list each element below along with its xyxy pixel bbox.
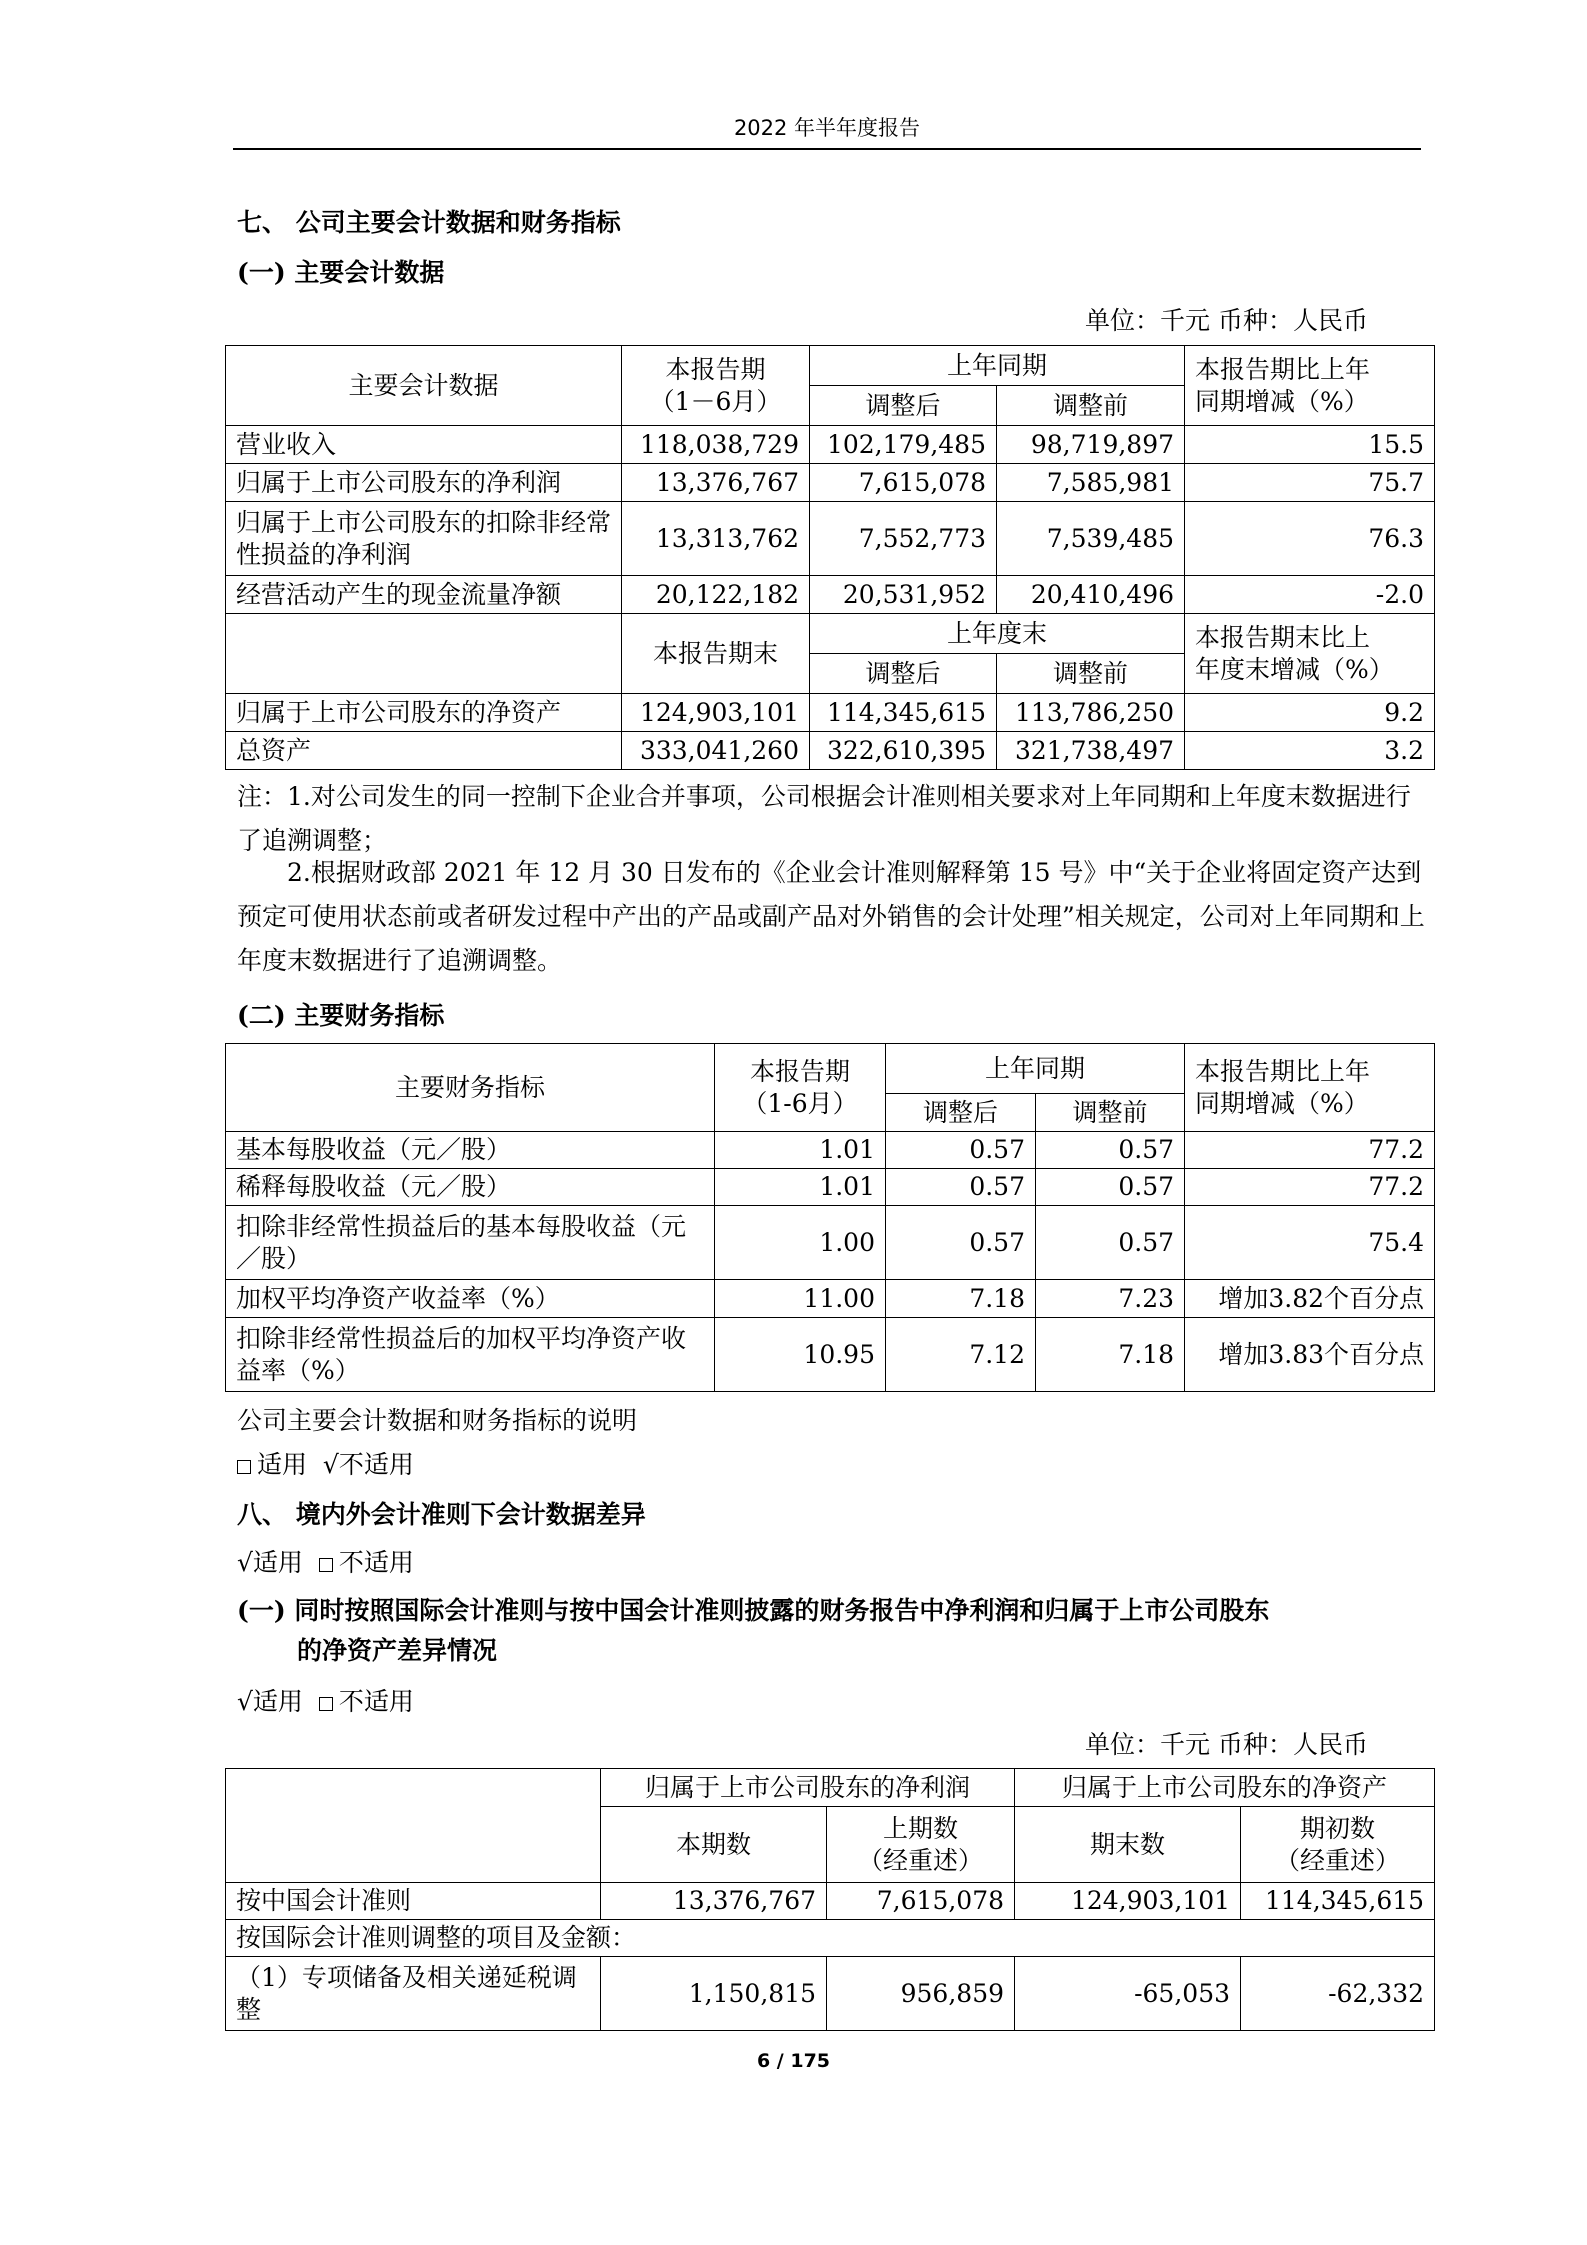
cell-current: 1.01 [715, 1169, 886, 1206]
row-label: 稀释每股收益（元／股） [226, 1169, 715, 1206]
note-2: 2.根据财政部 2021 年 12 月 30 日发布的《企业会计准则解释第 15 号》中“关于企业将固定资产达到预定可使用状态前或者研发过程中产出的产品或副产品对外销售的会计处理”相关规定，公司对上年同期和上年度末数据进行了追溯调整。 [237, 858, 1425, 975]
cell-current: 11.00 [715, 1280, 886, 1318]
cell-change: -2.0 [1185, 576, 1435, 614]
t3-h-blank [226, 1769, 601, 1883]
cell-adj-before: 7.23 [1036, 1280, 1185, 1318]
row-label: 扣除非经常性损益后的加权平均净资产收益率（%） [226, 1318, 715, 1392]
t3-h-end: 期末数 [1015, 1807, 1241, 1883]
row-label: 营业收入 [226, 426, 622, 464]
t1-h-adj-after: 调整后 [810, 386, 997, 426]
t1-h2-cur: 本报告期末 [622, 614, 810, 694]
t3-h-prev: 上期数 （经重述） [827, 1807, 1015, 1883]
unit-label-1: 单位：千元 币种：人民币 [1085, 306, 1368, 335]
row-label: 加权平均净资产收益率（%） [226, 1280, 715, 1318]
cell-current: 13,313,762 [622, 502, 810, 576]
unit-label-2: 单位：千元 币种：人民币 [1085, 1730, 1368, 1759]
cell-adj-after: 0.57 [886, 1206, 1036, 1280]
section-7-sub1: (一) 主要会计数据 [237, 258, 445, 287]
table-row [226, 1132, 1435, 1169]
t1-h-period: 本报告期 （1－6月） [622, 346, 810, 426]
row-label: 基本每股收益（元／股） [226, 1132, 715, 1169]
t2-h-item: 主要财务指标 [226, 1044, 715, 1132]
cell-adj-before: 0.57 [1036, 1132, 1185, 1169]
cell-adj-after: 322,610,395 [810, 732, 997, 770]
cell-current: 20,122,182 [622, 576, 810, 614]
table-row [226, 1883, 1435, 1920]
t1-h2-adj-after: 调整后 [810, 654, 997, 694]
cell-change: 增加3.82个百分点 [1185, 1280, 1435, 1318]
section-8-title: 八、 境内外会计准则下会计数据差异 [237, 1500, 646, 1529]
cell-current: 13,376,767 [601, 1883, 827, 1920]
checkbox-icon [237, 1460, 251, 1474]
cell-current: 13,376,767 [622, 464, 810, 502]
cell-change: 77.2 [1185, 1132, 1435, 1169]
t2-h-adj-before: 调整前 [1036, 1094, 1185, 1132]
cell-prev: 7,615,078 [827, 1883, 1015, 1920]
cell-change: 9.2 [1185, 694, 1435, 732]
t3-h-netassets: 归属于上市公司股东的净资产 [1015, 1769, 1435, 1807]
explain-options: 适用 √不适用 [237, 1449, 414, 1481]
t2-h-lastyear: 上年同期 [886, 1044, 1185, 1094]
cell-current: 1,150,815 [601, 1957, 827, 2031]
t1-h2-blank [226, 614, 622, 694]
cell-end: -65,053 [1015, 1957, 1241, 2031]
t2-h-change: 本报告期比上年 同期增减（%） [1185, 1044, 1435, 1132]
table-row [226, 464, 1435, 502]
section-7-sub2: (二) 主要财务指标 [237, 1001, 445, 1030]
cell-adj-before: 20,410,496 [997, 576, 1185, 614]
cell-adj-after: 114,345,615 [810, 694, 997, 732]
cell-current: 1.01 [715, 1132, 886, 1169]
cell-adj-after: 0.57 [886, 1169, 1036, 1206]
t1-h2-lastyearend: 上年度末 [810, 614, 1185, 654]
main-accounting-data-table [225, 345, 1435, 770]
row-label: 扣除非经常性损益后的基本每股收益（元／股） [226, 1206, 715, 1280]
cell-adj-before: 7.18 [1036, 1318, 1185, 1392]
cell-adj-after: 0.57 [886, 1132, 1036, 1169]
cell-change: 75.4 [1185, 1206, 1435, 1280]
section-8-sub1-line1: (一) 同时按照国际会计准则与按中国会计准则披露的财务报告中净利润和归属于上市公司股东 [237, 1596, 1270, 1625]
cell-adj-after: 7,552,773 [810, 502, 997, 576]
header-title: 2022 年半年度报告 [733, 116, 921, 140]
cell-adj-after: 7.18 [886, 1280, 1036, 1318]
table-row [226, 1920, 1435, 1957]
cell-adj-after: 20,531,952 [810, 576, 997, 614]
cell-adj-before: 7,585,981 [997, 464, 1185, 502]
table-row [226, 732, 1435, 770]
table-row [226, 1169, 1435, 1206]
cell-end: 124,903,101 [1015, 1883, 1241, 1920]
cell-begin: 114,345,615 [1241, 1883, 1435, 1920]
table-row [226, 502, 1435, 576]
cell-change: 15.5 [1185, 426, 1435, 464]
t3-h-cur: 本期数 [601, 1807, 827, 1883]
section-8-options-2: √适用 不适用 [237, 1687, 414, 1716]
cell-change: 77.2 [1185, 1169, 1435, 1206]
row-label: 按中国会计准则 [226, 1883, 601, 1920]
main-financial-indicators-table [225, 1043, 1435, 1392]
t1-h-adj-before: 调整前 [997, 386, 1185, 426]
cell-change: 75.7 [1185, 464, 1435, 502]
row-label: 归属于上市公司股东的净资产 [226, 694, 622, 732]
t2-h-period: 本报告期 （1-6月） [715, 1044, 886, 1132]
page-header [233, 110, 1421, 150]
t1-h2-adj-before: 调整前 [997, 654, 1185, 694]
t1-h2-change: 本报告期末比上 年度末增减（%） [1185, 614, 1435, 694]
t3-h-netprofit: 归属于上市公司股东的净利润 [601, 1769, 1015, 1807]
cell-current: 118,038,729 [622, 426, 810, 464]
table-row [226, 1957, 1435, 2031]
cell-adj-before: 0.57 [1036, 1169, 1185, 1206]
explain-title: 公司主要会计数据和财务指标的说明 [237, 1406, 638, 1435]
section-8-sub1-line2: 的净资产差异情况 [297, 1636, 498, 1665]
cell-prev: 956,859 [827, 1957, 1015, 2031]
row-label: 归属于上市公司股东的扣除非经常性损益的净利润 [226, 502, 622, 576]
row-label: 按国际会计准则调整的项目及金额： [226, 1920, 1435, 1957]
cell-adj-after: 102,179,485 [810, 426, 997, 464]
table-row [226, 694, 1435, 732]
table-row [226, 1280, 1435, 1318]
cell-begin: -62,332 [1241, 1957, 1435, 2031]
table-row [226, 1318, 1435, 1392]
cell-adj-after: 7.12 [886, 1318, 1036, 1392]
t1-h-lastyear: 上年同期 [810, 346, 1185, 386]
t1-h-change: 本报告期比上年 同期增减（%） [1185, 346, 1435, 426]
row-label: 归属于上市公司股东的净利润 [226, 464, 622, 502]
cell-adj-before: 321,738,497 [997, 732, 1185, 770]
cell-change: 76.3 [1185, 502, 1435, 576]
cell-adj-after: 7,615,078 [810, 464, 997, 502]
checkbox-icon [319, 1697, 333, 1711]
cell-current: 333,041,260 [622, 732, 810, 770]
cell-change: 增加3.83个百分点 [1185, 1318, 1435, 1392]
t3-h-begin: 期初数 （经重述） [1241, 1807, 1435, 1883]
cell-change: 3.2 [1185, 732, 1435, 770]
row-label: 总资产 [226, 732, 622, 770]
cell-adj-before: 113,786,250 [997, 694, 1185, 732]
cell-current: 10.95 [715, 1318, 886, 1392]
table-row [226, 576, 1435, 614]
section-8-options: √适用 不适用 [237, 1548, 414, 1577]
checkbox-icon [319, 1558, 333, 1572]
t2-h-adj-after: 调整后 [886, 1094, 1036, 1132]
row-label: （1）专项储备及相关递延税调整 [226, 1957, 601, 2031]
cell-current: 1.00 [715, 1206, 886, 1280]
cell-adj-before: 0.57 [1036, 1206, 1185, 1280]
table-row [226, 1206, 1435, 1280]
cell-adj-before: 98,719,897 [997, 426, 1185, 464]
table-row [226, 426, 1435, 464]
cell-current: 124,903,101 [622, 694, 810, 732]
cell-adj-before: 7,539,485 [997, 502, 1185, 576]
t1-h-item: 主要会计数据 [226, 346, 622, 426]
section-7-title: 七、 公司主要会计数据和财务指标 [237, 208, 621, 237]
ias-cas-difference-table [225, 1768, 1435, 2031]
page-number: 6 / 175 [756, 2050, 831, 2072]
note-1: 注：1.对公司发生的同一控制下企业合并事项，公司根据会计准则相关要求对上年同期和上年度末数据进行了追溯调整； [237, 782, 1411, 855]
row-label: 经营活动产生的现金流量净额 [226, 576, 622, 614]
